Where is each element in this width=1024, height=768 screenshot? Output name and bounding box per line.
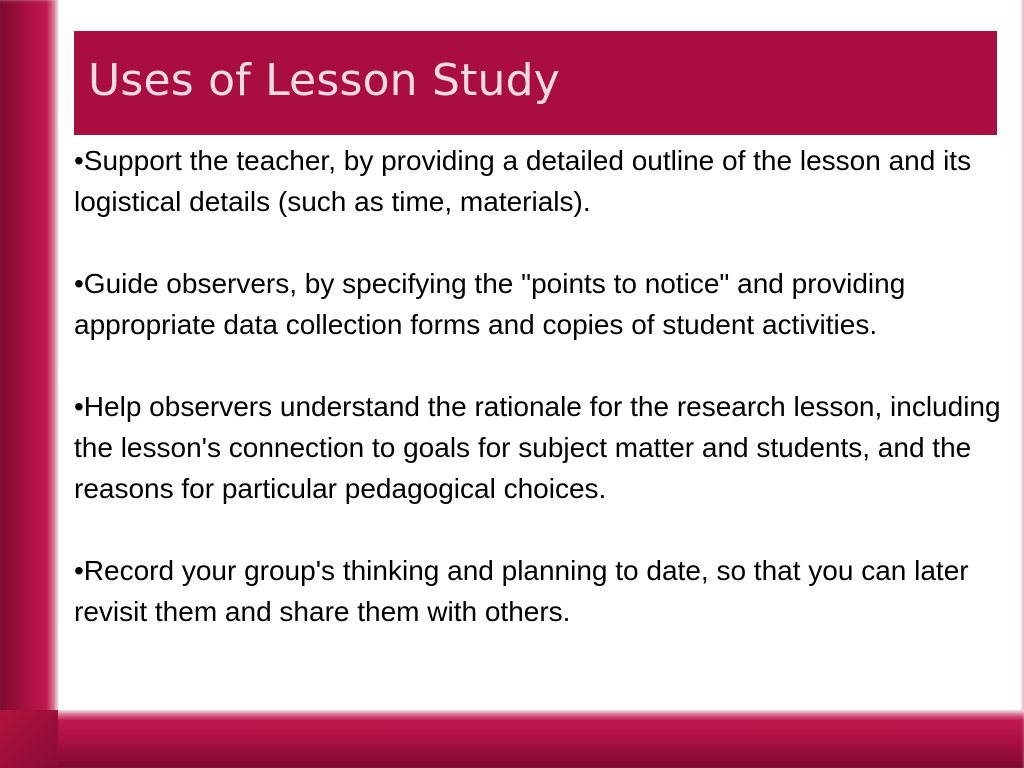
- slide-content: [74, 140, 1024, 632]
- bullet-guide-observers: •Guide observers, by specifying the "points to notice" and providing appropriate data collection forms and copies of student activities.: [74, 268, 906, 340]
- title-bar: [74, 31, 997, 135]
- bullet-help-observers: •Help observers understand the rationale for the research lesson, including the lesson's connection to goals for subject matter and students, and the reasons for particular pedagogical choices.: [74, 391, 1001, 504]
- bullet-record-thinking: •Record your group's thinking and planning to date, so that you can later revisit them and share them with others.: [74, 555, 969, 627]
- slide-title: Uses of Lesson Study: [88, 55, 560, 106]
- slide-frame-left: [0, 0, 58, 768]
- bullet-support-teacher: •Support the teacher, by providing a detailed outline of the lesson and its logistical details (such as time, materials).: [74, 145, 972, 217]
- slide-frame-corner: [0, 710, 58, 768]
- slide-frame-bottom: [0, 710, 1024, 768]
